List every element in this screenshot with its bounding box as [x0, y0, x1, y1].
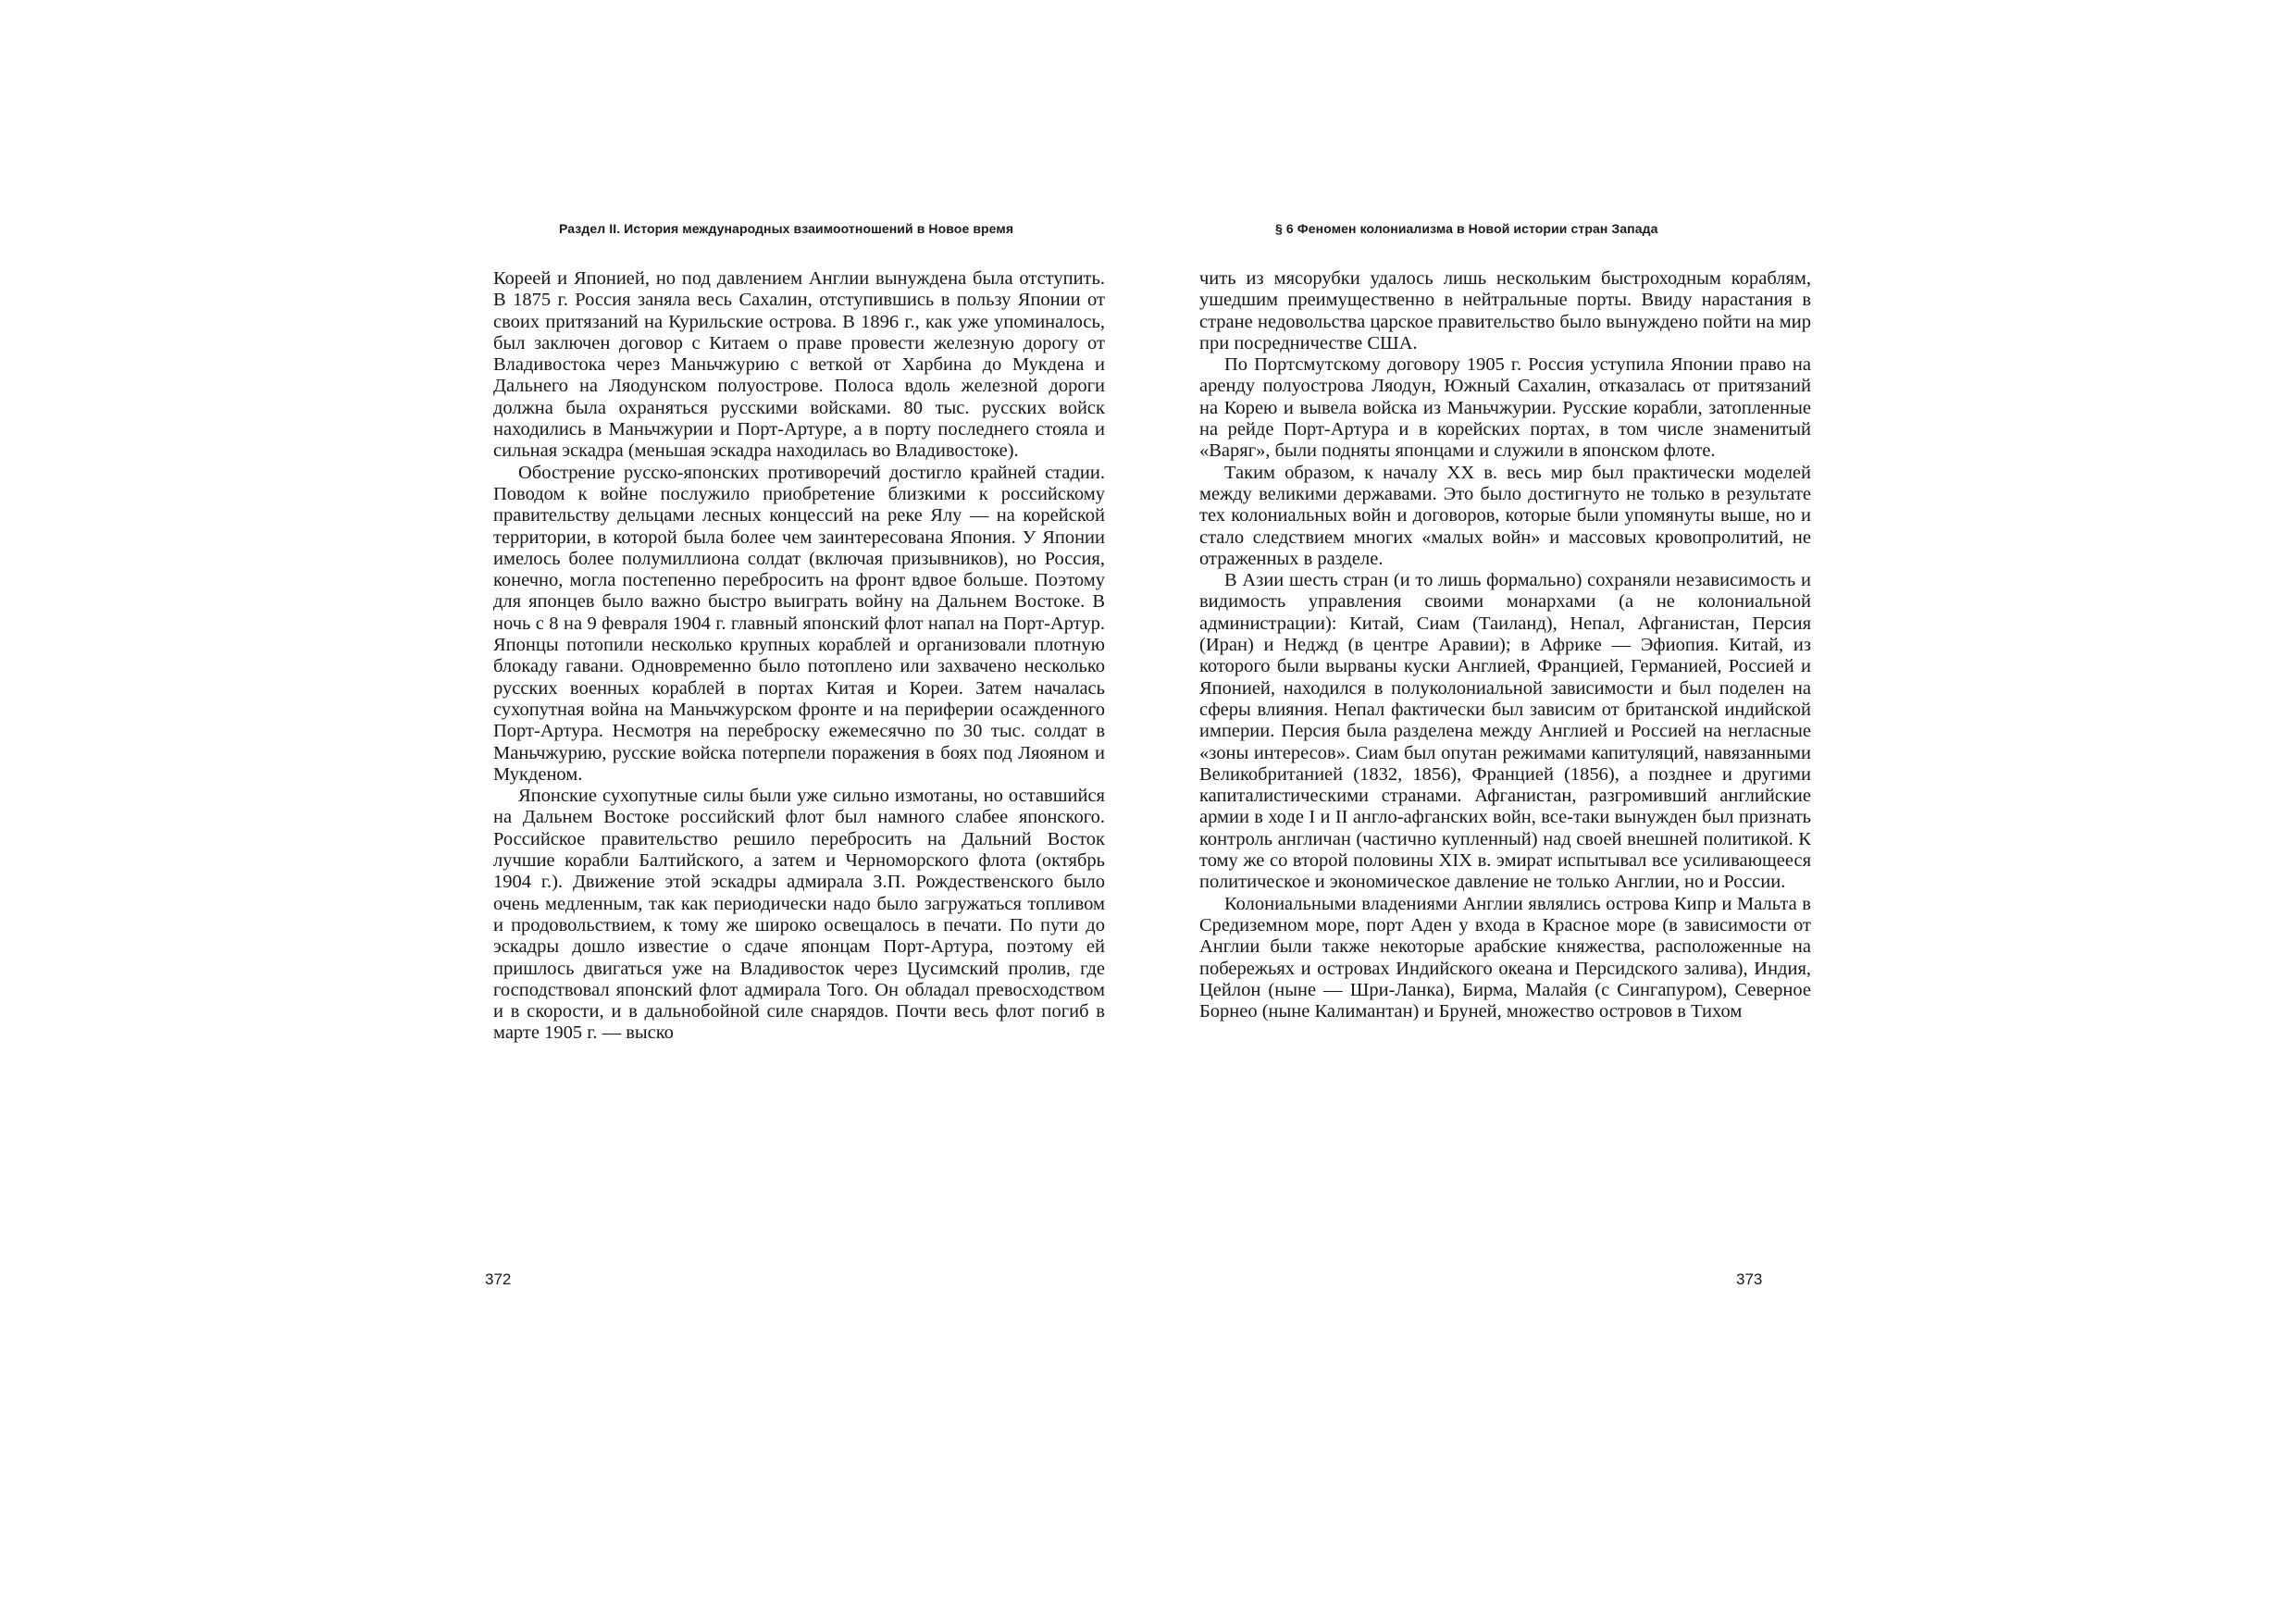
running-head-left: Раздел II. История международных взаимоотношений в Новое время — [559, 221, 1014, 236]
paragraph: В Азии шесть стран (и то лишь формально) сохраняли независимость и видимость управления своими монархами (а не колониальной администрации): Китай, Сиам (Таиланд), Непал, Афганистан, Персия (Иран) и Неджд (в центре Аравии); в Африке — Эфиопия. Китай, из которого были вырваны куски Англией, Францией, Германией, Россией и Японией, находился в полуколониальной зависимости и был поделен на сферы влияния. Непал фактически был зависим от британской индийской империи. Персия была разделена между Англией и Россией на негласные «зоны интересов». Сиам был опутан режимами капитуляций, навязанными Великобританией (1832, 1856), Францией (1856), а позднее и другими капиталистическими странами. Афганистан, разгромивший английские армии в ходе I и II англо-афганских войн, все-таки вынужден был признать контроль англичан (частично купленный) над своей внешней политикой. К тому же со второй половины XIX в. эмират испытывал все усиливающееся политическое и экономическое давление не только Англии, но и России. — [1199, 570, 1811, 893]
paragraph: чить из мясорубки удалось лишь нескольким быстроходным кораблям, ушедшим преимущественно в нейтральные порты. Ввиду нарастания в стране недовольства царское правительство было вынуждено пойти на мир при посредничестве США. — [1199, 268, 1811, 353]
running-head-right: § 6 Феномен колониализма в Новой истории стран Запада — [1275, 221, 1658, 236]
body-text-left — [493, 268, 1105, 1045]
right-page — [1148, 0, 2296, 1623]
paragraph: Кореей и Японией, но под давлением Англии вынуждена была отступить. В 1875 г. Россия заняла весь Сахалин, отступившись в пользу Японии от своих притязаний на Курильские острова. В 1896 г., как уже упоминалось, был заключен договор с Китаем о праве провести железную дорогу от Владивостока через Маньчжурию с веткой от Харбина до Мукдена и Дальнего на Ляодунском полуострове. Полоса вдоль железной дороги должна была охраняться русскими войсками. 80 тыс. русских войск находились в Маньчжурии и Порт-Артуре, а в порту последнего стояла и сильная эскадра (меньшая эскадра находилась во Владивостоке). — [493, 268, 1105, 462]
paragraph: Японские сухопутные силы были уже сильно измотаны, но оставшийся на Дальнем Востоке российский флот был намного слабее японского. Российское правительство решило перебросить на Дальний Восток лучшие корабли Балтийского, а затем и Черноморского флота (октябрь 1904 г.). Движение этой эскадры адмирала З.П. Рождественского было очень медленным, так как периодически надо было загружаться топливом и продовольствием, к тому же широко освещалось в печати. По пути до эскадры дошло известие о сдаче японцам Порт-Артура, поэтому ей пришлось двигаться уже на Владивосток через Цусимский пролив, где господствовал японский флот адмирала Того. Он обладал превосходством и в скорости, и в дальнобойной силе снарядов. Почти весь флот погиб в марте 1905 г. — выско — [493, 786, 1105, 1044]
paragraph: Обострение русско-японских противоречий достигло крайней стадии. Поводом к войне послужило приобретение близкими к российскому правительству дельцами лесных концессий на реке Ялу — на корейской территории, в которой была более чем заинтересована Япония. У Японии имелось более полумиллиона солдат (включая призывников), но Россия, конечно, могла постепенно перебросить на фронт вдвое больше. Поэтому для японцев было важно быстро выиграть войну на Дальнем Востоке. В ночь с 8 на 9 февраля 1904 г. главный японский флот напал на Порт-Артур. Японцы потопили несколько крупных кораблей и организовали плотную блокаду гавани. Одновременно было потоплено или захвачено несколько русских военных кораблей в портах Китая и Кореи. Затем началась сухопутная война на Маньчжурском фронте и на периферии осажденного Порт-Артура. Несмотря на переброску ежемесячно по 30 тыс. солдат в Маньчжурию, русские войска потерпели поражения в боях под Ляояном и Мукденом. — [493, 462, 1105, 785]
paragraph: По Портсмутскому договору 1905 г. Россия уступила Японии право на аренду полуострова Ляодун, Южный Сахалин, отказалась от притязаний на Корею и вывела войска из Маньчжурии. Русские корабли, затопленные на рейде Порт-Артура и в корейских портах, в том числе знаменитый «Варяг», были подняты японцами и служили в японском флоте. — [1199, 354, 1811, 462]
paragraph: Колониальными владениями Англии являлись острова Кипр и Мальта в Средиземном море, порт Аден у входа в Красное море (в зависимости от Англии были также некоторые арабские княжества, расположенные на побережьях и островах Индийского океана и Персидского залива), Индия, Цейлон (ныне — Шри-Ланка), Бирма, Малайя (с Сингапуром), Северное Борнео (ныне Калимантан) и Бруней, множество островов в Тихом — [1199, 893, 1811, 1022]
page-number-right: 373 — [1736, 1270, 1763, 1288]
page-number-left: 372 — [485, 1270, 512, 1288]
body-text-right — [1199, 268, 1811, 1022]
paragraph: Таким образом, к началу XX в. весь мир был практически моделей между великими державами. Это было достигнуто не только в результате тех колониальных войн и договоров, которые были упомянуты выше, но и стало следствием многих «малых войн» и массовых кровопролитий, не отраженных в разделе. — [1199, 462, 1811, 569]
